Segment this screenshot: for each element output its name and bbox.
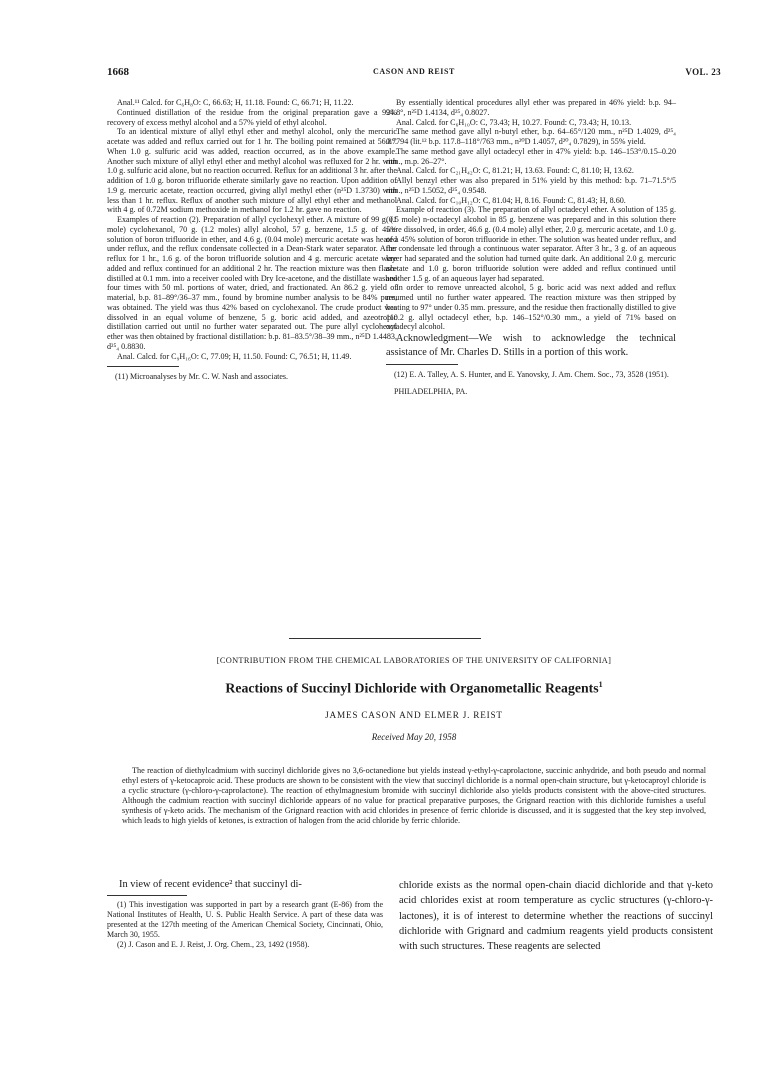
body-paragraph: By essentially identical procedures allyl ether was prepared in 46% yield: b.p. 94–94.8°, n²⁵D 1.4134, d²⁵₄ 0.8027. bbox=[386, 98, 676, 117]
body-paragraph: In order to remove unreacted alcohol, 5 g. boric acid was next added and reflux resumed until no further water appeared. The reaction mixture was then stripped by heating to 97° under 0.35 mm. pressure, and the residue then fractionally distilled to give 110.2 g. allyl octadecyl ether, b.p. 146–152°/0.30 mm., a yield of 71% based on octadecyl alcohol. bbox=[386, 283, 676, 332]
contribution-line: [CONTRIBUTION FROM THE CHEMICAL LABORATORIES OF THE UNIVERSITY OF CALIFORNIA] bbox=[216, 656, 612, 665]
acknowledgment: Acknowledgment—We wish to acknowledge the technical assistance of Mr. Charles D. Stills in a portion of this work. bbox=[386, 333, 676, 358]
article-authors: JAMES CASON AND ELMER J. REIST bbox=[325, 710, 503, 720]
page-number: 1668 bbox=[107, 66, 129, 78]
analysis-paragraph: Anal. Calcd. for C₁₀H₁₂O: C, 81.04; H, 8.16. Found: C, 81.43; H, 8.60. bbox=[396, 195, 626, 205]
footnote-rule bbox=[386, 364, 458, 365]
received-date: Received May 20, 1958 bbox=[371, 732, 457, 742]
body-paragraph: To an identical mixture of allyl ethyl ether and methyl alcohol, only the mercuric acetate was added and reflux carried out for 1 hr. The boiling point remained at 56.8°. When 1.0 g. sulfuric acid was added, reaction occurred, as in the above example. Another such mixture of allyl ethyl ether and methyl alcohol was refluxed for 2 hr. with 1.0 g. sulfuric acid alone, but no reaction occurred. Reflux for an additional 3 hr. after the addition of 1.0 g. boron trifluoride etherate similarly gave no reaction. Upon addition of 1.9 g. mercuric acetate, reaction occurred, giving allyl methyl ether (n²⁵D 1.3730) with less than 1 hr. reflux. Reflux of another such mixture of allyl ethyl ether and methanol with 4 g. of 0.72M sodium methoxide in methanol for 1.2 hr. gave no reaction. bbox=[107, 127, 397, 215]
body-paragraph: The same method gave allyl n-butyl ether, b.p. 64–65°/120 mm., n²⁵D 1.4029, d²⁵₄ 0.7794 (lit.¹² b.p. 117.8–118°/763 mm., n²⁰D 1.4057, d²⁰₄ 0.7829), in 55% yield. bbox=[386, 127, 676, 146]
footnote: (12) E. A. Talley, A. S. Hunter, and E. Yanovsky, J. Am. Chem. Soc., 73, 3528 (1951). bbox=[394, 370, 669, 380]
section-divider bbox=[289, 638, 481, 639]
title-footnote-mark: 1 bbox=[598, 680, 603, 689]
abstract: The reaction of diethylcadmium with succinyl dichloride gives no 3,6-octanedione but yields instead γ-ethyl-γ-caprolactone, succinic anhydride, and both pseudo and normal ethyl esters of γ-ketocaproic acid. These products are shown to be consistent with the view that succinyl dichloride is a normal open-chain structure, but γ-ketocaproyl chloride is a cyclic structure (γ-chloro-γ-caprolactone). The reaction of ethylmagnesium bromide with succinyl dichloride also yields products consistent with the above-cited structures. Although the cadmium reaction with succinyl dichloride appears of no value for practical preparative purposes, the Grignard reaction with this dichloride furnishes a useful synthesis of γ-keto acids. The mechanism of the Grignard reaction with acid chlorides in presence of ferric chloride is discussed, and it is suggested that the key step involved, which leads to high yields of ketones, is extraction of halogen from the acid chloride by ferric chloride. bbox=[122, 766, 706, 826]
analysis-paragraph: Anal.¹¹ Calcd. for C₆H₈O: C, 66.63; H, 11.18. Found: C, 66.71; H, 11.22. bbox=[117, 98, 354, 107]
footnote-rule bbox=[107, 366, 179, 367]
body-paragraph: Examples of reaction (2). Preparation of allyl cyclohexyl ether. A mixture of 99 g. (1 mole) cyclohexanol, 70 g. (1.2 moles) allyl alcohol, 57 g. benzene, 1.5 g. of 45% solution of boron trifluoride in ether, and 4.6 g. (0.04 mole) mercuric acetate was heated under reflux, and the reflux condensate collected in a Dean-Stark water separator. After reflux for 1 hr., 1.6 g. of the boron trifluoride solution and 4 g. mercuric acetate were added and reflux continued for an additional 2 hr. The reaction mixture was then flash-distilled at 0.1 mm. into a receiver cooled with Dry Ice-acetone, and the distillate washed four times with 50 ml. portions of water, dried, and fractionated. An 86.2 g. yield of material, b.p. 81–89°/36–37 mm., found by bromine number analysis to be 84% pure, was obtained. The yield was thus 42% based on cyclohexanol. The crude product was dissolved in an equal volume of benzene, 5 g. boric acid added, and azeotropic distillation carried out until no further water separated out. The pure allyl cyclohexyl ether was then obtained by fractional distillation: b.p. 81–83.5°/38–39 mm., n²⁵D 1.4483, d²⁵₄ 0.8830. bbox=[107, 215, 397, 351]
footnote: (2) J. Cason and E. J. Reist, J. Org. Chem., 23, 1492 (1958). bbox=[117, 940, 310, 949]
body-paragraph: Allyl benzyl ether was also prepared in 51% yield by this method: b.p. 71–71.5°/5 mm., n²⁵D 1.5052, d²⁵₄ 0.9548. bbox=[386, 176, 676, 195]
footnote: (1) This investigation was supported in part by a research grant (E-86) from the National Institutes of Health, U. S. Public Health Service. A part of these data was presented at the 127th meeting of the American Chemical Society, Cincinnati, Ohio, March 30, 1955. bbox=[107, 900, 383, 939]
running-head-authors: CASON AND REIST bbox=[373, 67, 455, 76]
intro-left-column bbox=[107, 878, 383, 950]
volume-label: VOL. 23 bbox=[685, 67, 721, 77]
body-paragraph: The same method gave allyl octadecyl ether in 47% yield: b.p. 146–153°/0.15–0.20 mm., m.p. 26–27°. bbox=[386, 146, 676, 166]
footnote-rule bbox=[107, 895, 187, 896]
left-column bbox=[107, 98, 397, 382]
body-paragraph: Example of reaction (3). The preparation of allyl octadecyl ether. A solution of 135 g. (0.5 mole) n-octadecyl alcohol in 85 g. benzene was prepared and in this solution there were dissolved, in order, 46.6 g. (0.4 mole) allyl ether, 2.0 g. mercuric acetate, and 1.0 g. of a 45% solution of boron trifluoride in ether. The solution was heated under reflux, and the condensate led through a continuous water separator. After 3 hr., 3 g. of an aqueous layer had separated and the solution had turned quite dark. An additional 2.0 g. mercuric acetate and 1.0 g. boron trifluoride solution were added and reflux continued until another 1.5 g. of an aqueous layer had separated. bbox=[386, 205, 676, 283]
analysis-paragraph: Anal. Calcd. for C₂₁H₄₂O: C, 81.21; H, 13.63. Found: C, 81.10; H, 13.62. bbox=[396, 166, 634, 176]
analysis-paragraph: Anal. Calcd. for C₆H₁₀O: C, 73.43; H, 10.27. Found: C, 73.43; H, 10.13. bbox=[396, 117, 632, 127]
intro-text: In view of recent evidence² that succinyl di- bbox=[119, 879, 302, 890]
footnote: (11) Microanalyses by Mr. C. W. Nash and associates. bbox=[115, 372, 289, 382]
running-head bbox=[107, 66, 721, 80]
intro-right-column: chloride exists as the normal open-chain diacid dichloride and that γ-keto acid chlorides exist at room temperature as cyclic structures (γ-chloro-γ-lactones), it is of interest to determine whether the reactions of succinyl dichloride with Grignard and cadmium reagents yield products consistent with such structures. These reagents are selected bbox=[399, 880, 713, 953]
article-title bbox=[107, 680, 721, 697]
body-paragraph: Continued distillation of the residue from the original preparation gave a 92% recovery of excess methyl alcohol and a 57% yield of ethyl alcohol. bbox=[107, 107, 397, 127]
analysis-paragraph: Anal. Calcd. for C₉H₁₆O: C, 77.09; H, 11.50. Found: C, 76.51; H, 11.49. bbox=[117, 351, 352, 361]
right-column bbox=[386, 98, 676, 397]
article-title-text: Reactions of Succinyl Dichloride with Organometallic Reagents bbox=[225, 680, 599, 696]
place-line: PHILADELPHIA, PA. bbox=[394, 386, 468, 396]
